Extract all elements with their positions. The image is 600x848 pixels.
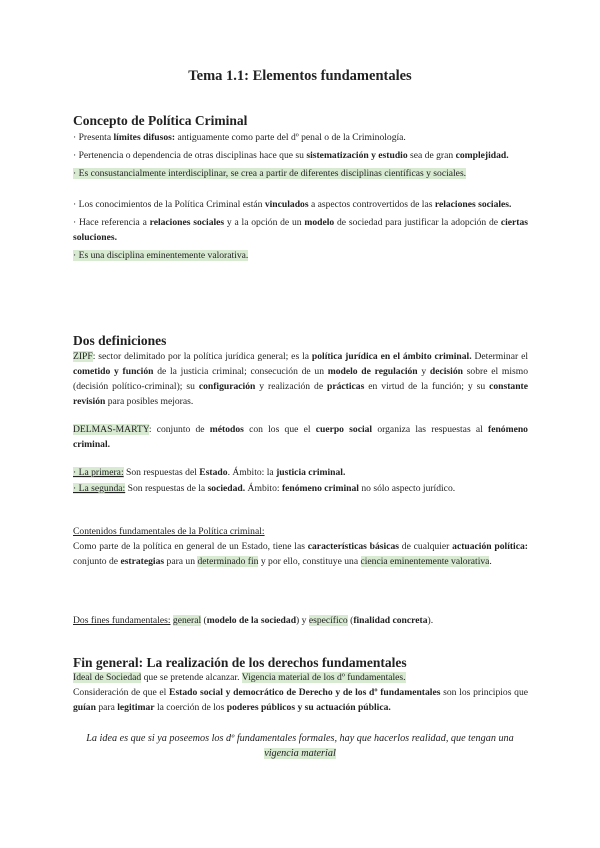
bullet-conocimientos: · Los conocimientos de la Política Criminal están vinculados a aspectos controvertidos de las relaciones sociales. — [73, 199, 512, 210]
document-title: Tema 1.1: Elementos fundamentales — [188, 68, 412, 84]
definition-primera: · La primera: Son respuestas del Estado. Ámbito: la justicia criminal. — [73, 467, 346, 478]
closing-quote: La idea es que si ya poseemos los dº fundamentales formales, hay que hacerlos realidad, que tengan una vigencia material — [86, 733, 514, 759]
section-heading-concepto: Concepto de Política Criminal — [73, 113, 248, 128]
contenidos-fundamentales — [73, 524, 528, 569]
section-heading-fin-general: Fin general: La realización de los derechos fundamentales — [73, 655, 407, 670]
section-concepto-body — [73, 130, 528, 263]
definition-zipf: ZIPF: sector delimitado por la política jurídica general; es la política jurídica en el ámbito criminal. Determinar el cometido y función de la justicia criminal; consecución de un modelo de regulación y decisión sobre el mismo (decisión político-criminal); su configuración y realización de prácticas en virtud de la función; y su constante revisión para posibles mejoras. — [73, 351, 528, 407]
section-heading-definiciones: Dos definiciones — [73, 333, 167, 348]
definition-segunda: · La segunda: Son respuestas de la sociedad. Ámbito: fenómeno criminal no sólo aspecto jurídico. — [73, 483, 456, 494]
definition-delmas-marty: DELMAS-MARTY: conjunto de métodos con los que el cuerpo social organiza las respuestas al fenómeno criminal. — [73, 424, 528, 450]
contenidos-text: Como parte de la política en general de un Estado, tiene las características básicas de cualquier actuación política: conjunto de estrategias para un determinado fin y por ello, constituye una ciencia eminentemente valorativa. — [73, 541, 528, 567]
fin-general-body — [73, 670, 528, 715]
bullet-valorativa: · Es una disciplina eminentemente valorativa. — [73, 250, 249, 261]
bullet-limites: · Presenta límites difusos: antiguamente como parte del dº penal o de la Criminología. — [73, 132, 406, 143]
consideracion: Consideración de que el Estado social y democrático de Derecho y de los dº fundamentales son los principios que guían para legitimar la coerción de los poderes públicos y su actuación pública. — [73, 687, 528, 713]
contenidos-label: Contenidos fundamentales de la Política criminal: — [73, 526, 265, 537]
ideal-sociedad: Ideal de Sociedad que se pretende alcanzar. Vigencia material de los dº fundamentales. — [73, 672, 406, 683]
bullet-pertenencia: · Pertenencia o dependencia de otras disciplinas hace que su sistematización y estudio sea de gran complejidad. — [73, 150, 509, 161]
bullet-relaciones: · Hace referencia a relaciones sociales y a la opción de un modelo de sociedad para justificar la adopción de ciertas soluciones. — [73, 217, 528, 243]
dos-fines: Dos fines fundamentales: general (modelo de la sociedad) y específico (finalidad concreta). — [73, 615, 434, 626]
bullet-interdisciplinar: · Es consustancialmente interdisciplinar, se crea a partir de diferentes disciplinas científicas y sociales. — [73, 168, 467, 179]
